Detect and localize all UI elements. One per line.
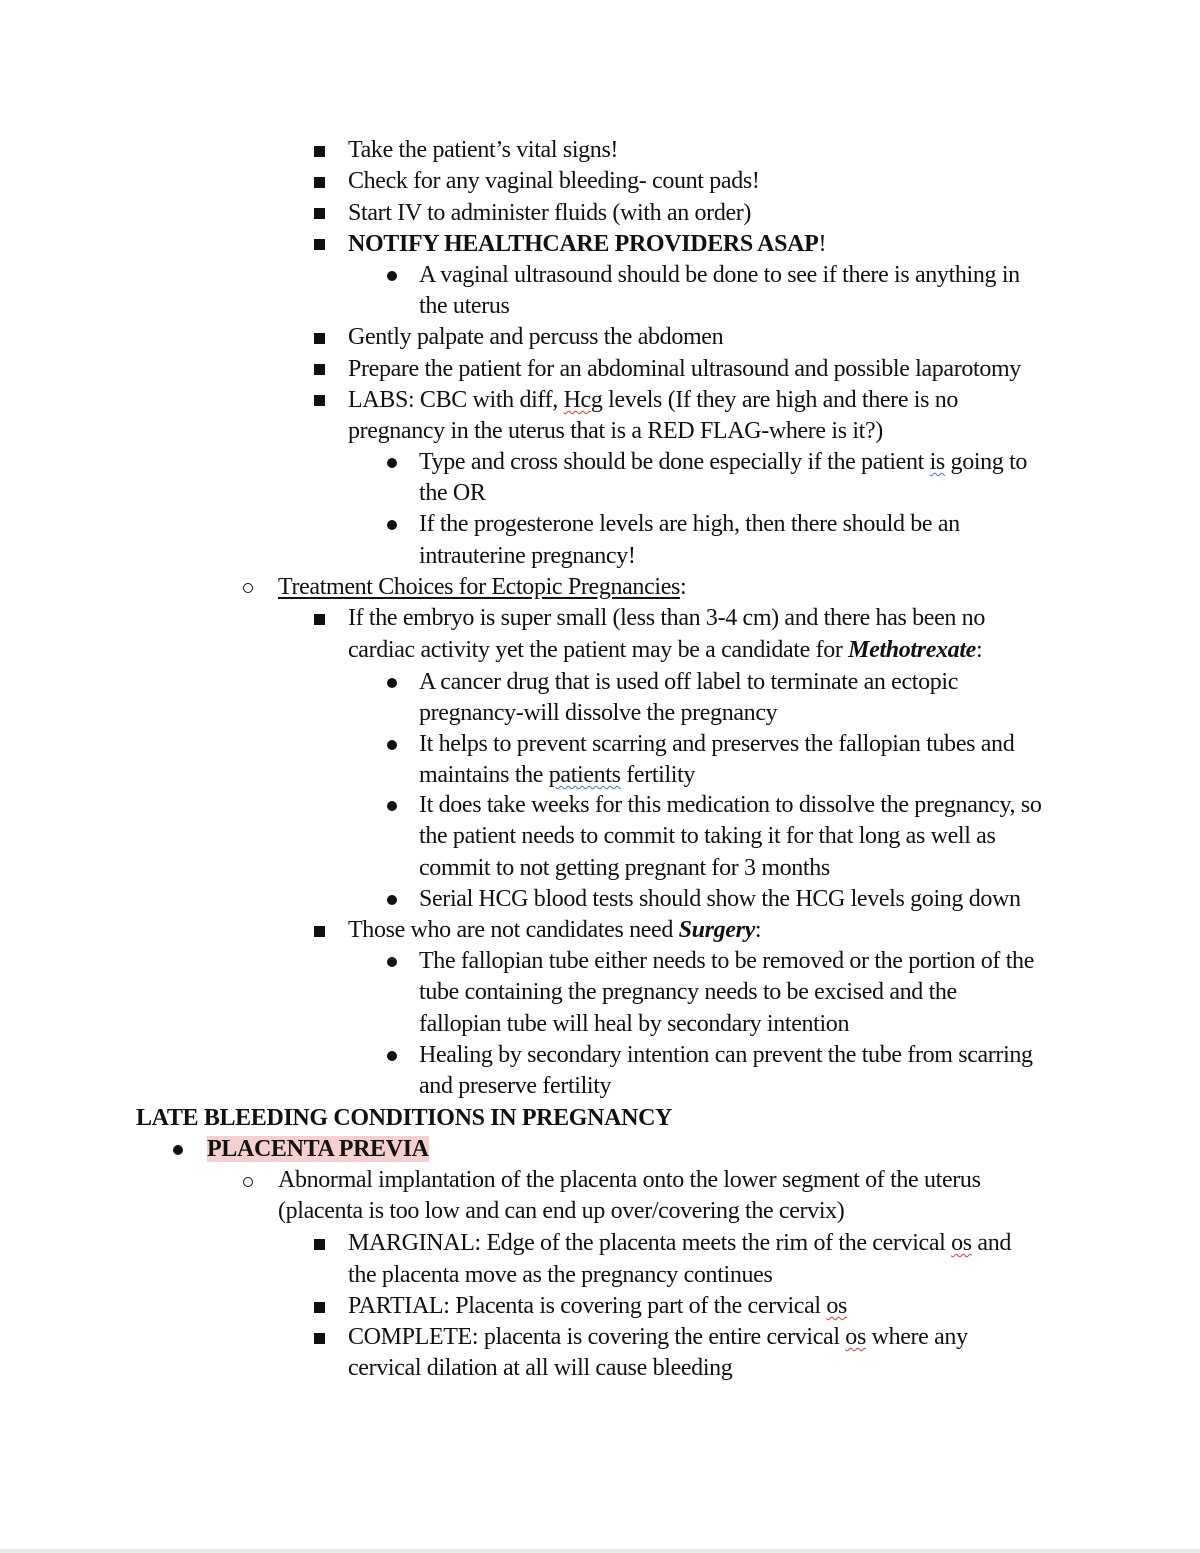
list-item-continuation: tube containing the pregnancy needs to be excised and the	[419, 979, 957, 1005]
list-item: Serial HCG blood tests should show the HCG levels going down	[419, 886, 1021, 912]
list-item-continuation: cervical dilation at all will cause bleeding	[348, 1355, 733, 1381]
list-item: Healing by secondary intention can prevent the tube from scarring	[419, 1042, 1033, 1068]
list-item: A vaginal ultrasound should be done to see if there is anything in	[419, 262, 1020, 288]
list-item: PARTIAL: Placenta is covering part of the cervical os	[348, 1293, 847, 1319]
list-item-continuation: the OR	[419, 480, 486, 506]
grammar-word: patients	[548, 762, 621, 788]
square-bullet	[314, 1239, 325, 1250]
square-bullet	[314, 395, 325, 406]
disc-bullet	[387, 801, 397, 811]
list-item: If the progesterone levels are high, then there should be an	[419, 511, 960, 537]
circle-bullet	[243, 583, 253, 593]
spellcheck-word: Hcg	[563, 387, 603, 413]
list-item: A cancer drug that is used off label to terminate an ectopic	[419, 669, 959, 695]
spellcheck-word: os	[951, 1230, 972, 1256]
list-item: The fallopian tube either needs to be removed or the portion of the	[419, 948, 1034, 974]
square-bullet	[314, 239, 325, 250]
disc-bullet	[387, 740, 397, 750]
list-item: MARGINAL: Edge of the placenta meets the rim of the cervical os and	[348, 1230, 1012, 1256]
list-item: Type and cross should be done especially if the patient is going to	[419, 449, 1028, 475]
square-bullet	[314, 1333, 325, 1344]
page-bottom-edge	[0, 1549, 1200, 1553]
square-bullet	[314, 333, 325, 344]
list-item-continuation: cardiac activity yet the patient may be a candidate for Methotrexate:	[348, 637, 983, 663]
list-item: COMPLETE: placenta is covering the entire cervical os where any	[348, 1324, 968, 1350]
square-bullet	[314, 1302, 325, 1313]
disc-bullet	[387, 678, 397, 688]
list-item-continuation: pregnancy in the uterus that is a RED FLAG-where is it?)	[348, 418, 883, 444]
list-item-continuation: pregnancy-will dissolve the pregnancy	[419, 700, 778, 726]
list-item-continuation: fallopian tube will heal by secondary intention	[419, 1011, 850, 1037]
list-item-continuation: the placenta move as the pregnancy continues	[348, 1262, 773, 1288]
section-subheading: Treatment Choices for Ectopic Pregnancies:	[278, 574, 687, 600]
disc-bullet	[387, 1051, 397, 1061]
list-item-continuation: intrauterine pregnancy!	[419, 543, 636, 569]
list-item-continuation: the patient needs to commit to taking it for that long as well as	[419, 823, 996, 849]
list-item: If the embryo is super small (less than 3-4 cm) and there has been no	[348, 605, 985, 631]
square-bullet	[314, 146, 325, 157]
list-item-continuation: maintains the patients fertility	[419, 762, 696, 788]
list-item-continuation: the uterus	[419, 293, 510, 319]
disc-bullet	[387, 957, 397, 967]
disc-bullet	[387, 458, 397, 468]
highlighted-text: PLACENTA PREVIA	[207, 1136, 429, 1162]
list-item: Gently palpate and percuss the abdomen	[348, 324, 724, 350]
disc-bullet	[173, 1145, 183, 1155]
list-item-continuation: and preserve fertility	[419, 1073, 612, 1099]
square-bullet	[314, 177, 325, 188]
grammar-word: is	[929, 449, 945, 475]
disc-bullet	[387, 271, 397, 281]
list-item: Take the patient’s vital signs!	[348, 137, 619, 163]
list-item-continuation: (placenta is too low and can end up over/covering the cervix)	[278, 1198, 845, 1224]
list-item: NOTIFY HEALTHCARE PROVIDERS ASAP!	[348, 231, 827, 257]
square-bullet	[314, 364, 325, 375]
list-item: Start IV to administer fluids (with an order)	[348, 200, 752, 226]
list-item-continuation: commit to not getting pregnant for 3 months	[419, 855, 830, 881]
list-item: Abnormal implantation of the placenta onto the lower segment of the uterus	[278, 1167, 981, 1193]
topic-heading	[207, 1134, 429, 1165]
circle-bullet	[243, 1177, 253, 1187]
spellcheck-word: os	[826, 1293, 847, 1319]
list-item: Those who are not candidates need Surgery:	[348, 917, 762, 943]
list-item: It does take weeks for this medication to dissolve the pregnancy, so	[419, 792, 1042, 818]
list-item: Prepare the patient for an abdominal ultrasound and possible laparotomy	[348, 356, 1021, 382]
list-item: It helps to prevent scarring and preserves the fallopian tubes and	[419, 731, 1015, 757]
section-heading: LATE BLEEDING CONDITIONS IN PREGNANCY	[136, 1105, 673, 1131]
list-item: Check for any vaginal bleeding- count pads!	[348, 168, 760, 194]
disc-bullet	[387, 895, 397, 905]
square-bullet	[314, 208, 325, 219]
spellcheck-word: os	[845, 1324, 866, 1350]
square-bullet	[314, 614, 325, 625]
disc-bullet	[387, 520, 397, 530]
list-item: LABS: CBC with diff, Hcg levels (If they are high and there is no	[348, 387, 959, 413]
square-bullet	[314, 926, 325, 937]
